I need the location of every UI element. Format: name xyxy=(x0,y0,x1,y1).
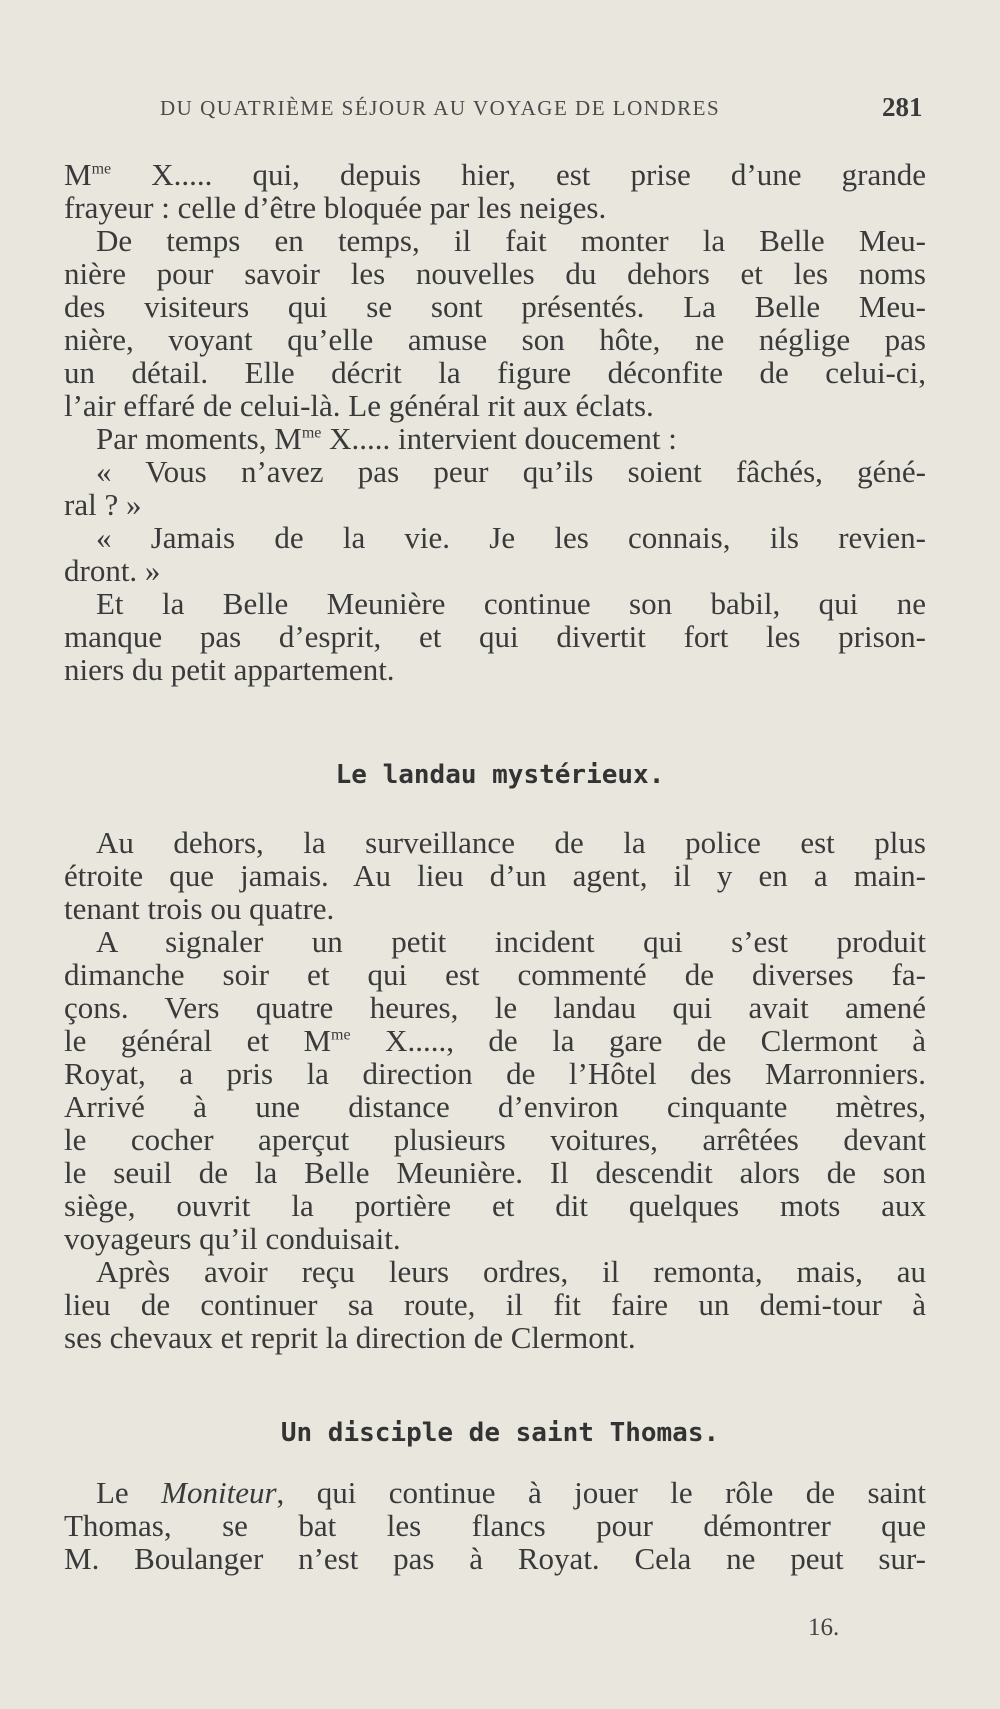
text-line: lieu de continuer sa route, il fit faire un demi-tour à xyxy=(64,1287,926,1322)
text-line: des visiteurs qui se sont présentés. La Belle Meu- xyxy=(64,289,926,324)
paragraph-block-2 xyxy=(64,826,926,1354)
text-line: siège, ouvrit la portière et dit quelques mots aux xyxy=(64,1188,926,1223)
text-line: l’air effaré de celui-là. Le général rit aux éclats. xyxy=(64,388,654,423)
text-line: Arrivé à une distance d’environ cinquante mètres, xyxy=(64,1089,926,1124)
section-heading-disciple: Un disciple de saint Thomas. xyxy=(280,1418,720,1448)
text-line: çons. Vers quatre heures, le landau qui avait amené xyxy=(64,990,926,1025)
text-line: frayeur : celle d’être bloquée par les neiges. xyxy=(64,190,607,225)
text-line: De temps en temps, il fait monter la Belle Meu- xyxy=(96,223,926,258)
text-line: « Vous n’avez pas peur qu’ils soient fâchés, géné- xyxy=(96,454,926,489)
text-line: niers du petit appartement. xyxy=(64,652,395,687)
text-line: dimanche soir et qui est commenté de diverses fa- xyxy=(64,957,926,992)
running-head: DU QUATRIÈME SÉJOUR AU VOYAGE DE LONDRES xyxy=(160,96,721,120)
text-line: Après avoir reçu leurs ordres, il remonta, mais, au xyxy=(96,1254,926,1289)
text-line: le cocher aperçut plusieurs voitures, arrêtées devant xyxy=(64,1122,926,1157)
text-line: tenant trois ou quatre. xyxy=(64,891,335,926)
text-line: un détail. Elle décrit la figure déconfite de celui-ci, xyxy=(64,355,926,390)
text-fragment: X....., de la gare de Clermont à xyxy=(350,1023,926,1058)
italic-title: Moniteur xyxy=(161,1475,277,1510)
text-fragment: Par moments, M xyxy=(96,421,302,456)
superscript: me xyxy=(301,424,322,442)
text-line: M. Boulanger n’est pas à Royat. Cela ne peut sur- xyxy=(64,1541,926,1576)
text-fragment: X..... qui, depuis hier, est prise d’une grande xyxy=(111,157,926,192)
text-line: manque pas d’esprit, et qui divertit fort les prison- xyxy=(64,619,926,654)
superscript: me xyxy=(91,160,112,178)
signature-mark: 16. xyxy=(808,1614,840,1641)
text-fragment: , qui continue à jouer le rôle de saint xyxy=(276,1475,926,1510)
text-line: Thomas, se bat les flancs pour démontrer que xyxy=(64,1508,926,1543)
text-line: le seuil de la Belle Meunière. Il descendit alors de son xyxy=(64,1155,926,1190)
text-line: A signaler un petit incident qui s’est produit xyxy=(96,924,926,959)
text-line: Au dehors, la surveillance de la police est plus xyxy=(96,825,926,860)
text-line xyxy=(64,422,926,455)
text-line: ses chevaux et reprit la direction de Clermont. xyxy=(64,1320,636,1355)
text-line: ral ? » xyxy=(64,487,142,522)
text-line: « Jamais de la vie. Je les connais, ils revien- xyxy=(96,520,926,555)
text-line: nière pour savoir les nouvelles du dehors et les noms xyxy=(64,256,926,291)
page-number: 281 xyxy=(882,92,923,122)
text-line xyxy=(64,158,926,191)
superscript: me xyxy=(331,1026,351,1044)
text-fragment: X..... intervient doucement : xyxy=(321,421,677,456)
section-heading-landau: Le landau mystérieux. xyxy=(335,760,665,790)
text-line: étroite que jamais. Au lieu d’un agent, il y en a main- xyxy=(64,858,926,893)
text-line: nière, voyant qu’elle amuse son hôte, ne néglige pas xyxy=(64,322,926,357)
text-line: dront. » xyxy=(64,553,161,588)
paragraph-block-3 xyxy=(64,1476,926,1575)
text-fragment: le général et M xyxy=(64,1023,332,1058)
text-line xyxy=(64,1024,926,1057)
text-line: voyageurs qu’il conduisait. xyxy=(64,1221,401,1256)
text-line xyxy=(64,1476,926,1509)
text-line: Et la Belle Meunière continue son babil, qui ne xyxy=(96,586,926,621)
text-fragment: Le xyxy=(96,1475,162,1510)
text-fragment: M xyxy=(64,157,92,192)
paragraph-block-1 xyxy=(64,158,926,686)
text-line: Royat, a pris la direction de l’Hôtel des Marronniers. xyxy=(64,1056,926,1091)
